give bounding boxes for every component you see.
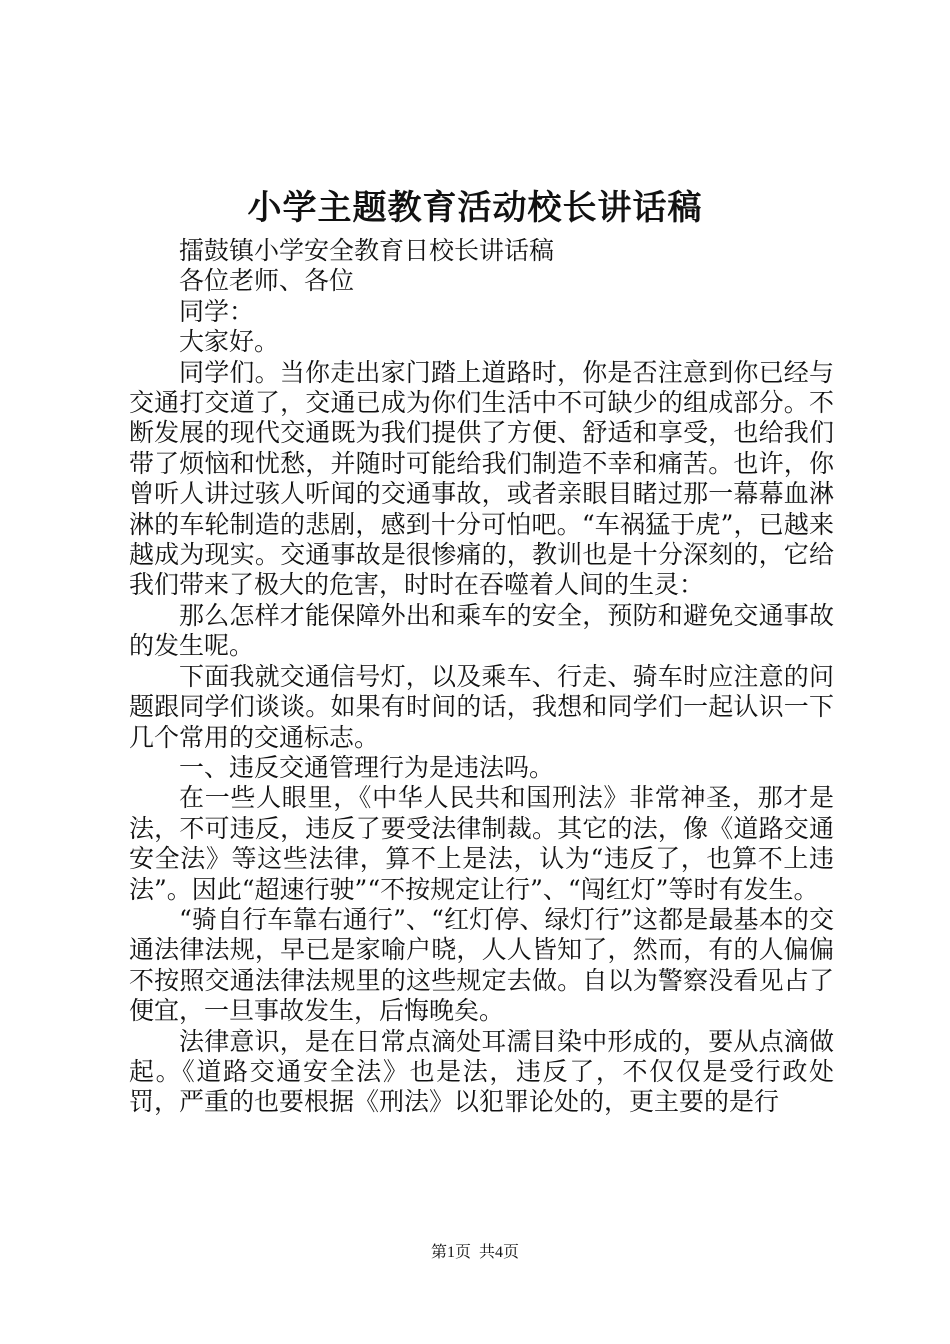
paragraph-basic-rules: “骑自行车靠右通行”、“红灯停、绿灯行”这都是最基本的交通法律法规，早已是家喻户晓，人人皆知了，然而，有的人偏偏不按照交通法律法规里的这些规定去做。自以为警察没看见占了便宜，一旦事故发生，后悔晚矣。 bbox=[129, 904, 834, 1026]
paragraph-section-heading: 一、违反交通管理行为是违法吗。 bbox=[179, 752, 555, 782]
paragraph-greeting-teachers: 各位老师、各位 bbox=[179, 266, 355, 296]
paragraph-legal-awareness: 法律意识，是在日常点滴处耳濡目染中形成的，要从点滴做起。《道路交通安全法》也是法，违反了，不仅仅是受行政处罚，严重的也要根据《刑法》以犯罪论处的，更主要的是行 bbox=[129, 1026, 834, 1117]
paragraph-greeting-students: 同学： bbox=[179, 296, 255, 326]
paragraph-hello: 大家好。 bbox=[179, 327, 280, 357]
paragraph-intro: 同学们。当你走出家门踏上道路时，你是否注意到你已经与交通打交道了，交通已成为你们生活中不可缺少的组成部分。不断发展的现代交通既为我们提供了方便、舒适和享受，也给我们带了烦恼和忧愁，并随时可能给我们制造不幸和痛苦。也许，你曾听人讲过骇人听闻的交通事故，或者亲眼目睹过那一幕幕血淋淋的车轮制造的悲剧，感到十分可怕吧。“车祸猛于虎”，已越来越成为现实。交通事故是很惨痛的，教训也是十分深刻的，它给我们带来了极大的危害，时时在吞噬着人间的生灵： bbox=[129, 357, 834, 600]
page-total: 共4页 bbox=[479, 1244, 520, 1261]
document-body bbox=[129, 236, 834, 1118]
page-footer bbox=[0, 1243, 950, 1263]
paragraph-topics: 下面我就交通信号灯，以及乘车、行走、骑车时应注意的问题跟同学们谈谈。如果有时间的话，我想和同学们一起认识一下几个常用的交通标志。 bbox=[129, 661, 834, 752]
paragraph-question: 那么怎样才能保障外出和乘车的安全，预防和避免交通事故的发生呢。 bbox=[129, 600, 834, 661]
paragraph-law-views: 在一些人眼里，《中华人民共和国刑法》非常神圣，那才是法，不可违反，违反了要受法律制裁。其它的法，像《道路交通安全法》等这些法律，算不上是法，认为“违反了，也算不上违法”。因此“超速行驶”“不按规定让行”、“闯红灯”等时有发生。 bbox=[129, 783, 834, 904]
page-number: 第1页 bbox=[430, 1244, 471, 1261]
paragraph-subtitle: 擂鼓镇小学安全教育日校长讲话稿 bbox=[179, 236, 555, 265]
document-title: 小学主题教育活动校长讲话稿 bbox=[247, 188, 703, 228]
